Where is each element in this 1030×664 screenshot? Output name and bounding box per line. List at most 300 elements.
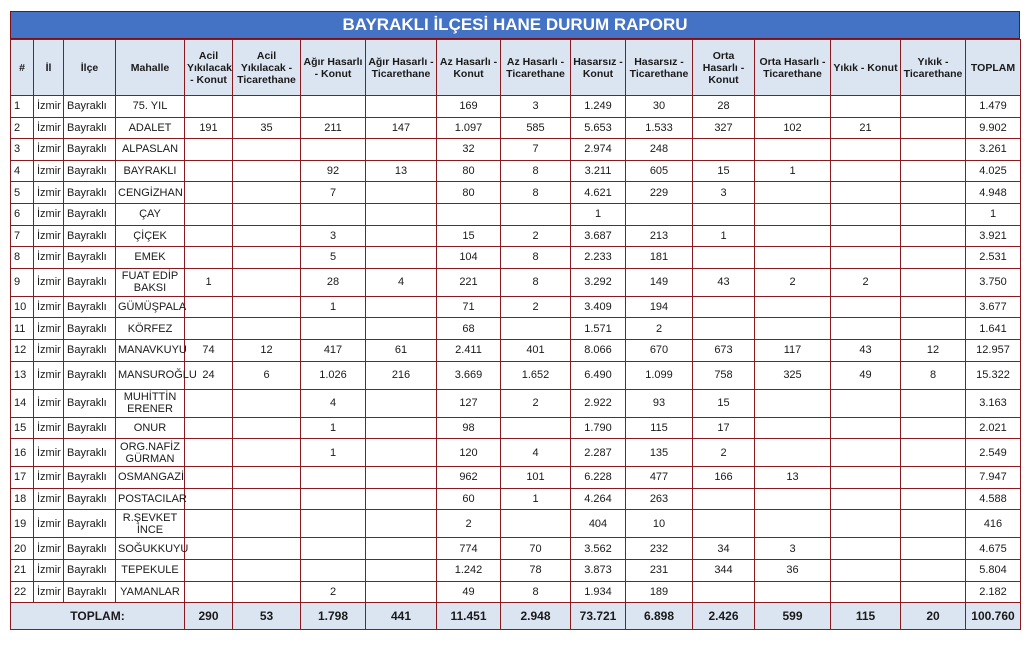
- table-cell: [831, 559, 901, 581]
- table-cell: [901, 559, 966, 581]
- table-cell: 43: [693, 268, 755, 296]
- table-cell: 211: [301, 117, 366, 139]
- table-cell: 78: [501, 559, 571, 581]
- table-cell: 8: [501, 268, 571, 296]
- table-cell: [233, 559, 301, 581]
- table-cell: [301, 559, 366, 581]
- column-header: #: [11, 40, 34, 96]
- table-cell: 18: [11, 488, 34, 510]
- table-cell: [301, 467, 366, 489]
- table-cell: İzmir: [34, 510, 64, 538]
- table-cell: 4.948: [966, 182, 1021, 204]
- table-cell: 4: [11, 160, 34, 182]
- table-cell: 5.653: [571, 117, 626, 139]
- table-cell: 102: [755, 117, 831, 139]
- table-cell: [366, 96, 437, 118]
- table-cell: 8: [501, 247, 571, 269]
- table-cell: [901, 417, 966, 439]
- table-cell: 2.531: [966, 247, 1021, 269]
- table-cell: [233, 296, 301, 318]
- table-cell: [233, 417, 301, 439]
- table-row: [11, 96, 1021, 118]
- table-row: [11, 296, 1021, 318]
- table-cell: [901, 467, 966, 489]
- table-cell: İzmir: [34, 268, 64, 296]
- table-cell: 3: [755, 538, 831, 560]
- table-cell: [437, 203, 501, 225]
- table-cell: [693, 318, 755, 340]
- table-row: [11, 538, 1021, 560]
- table-cell: İzmir: [34, 318, 64, 340]
- table-cell: 2: [831, 268, 901, 296]
- table-cell: 3: [693, 182, 755, 204]
- table-cell: [301, 488, 366, 510]
- table-cell: 21: [11, 559, 34, 581]
- table-cell: [366, 203, 437, 225]
- table-cell: 1: [185, 268, 233, 296]
- table-cell: [901, 439, 966, 467]
- column-header: İl: [34, 40, 64, 96]
- totals-cell: 2.948: [501, 603, 571, 630]
- table-cell: 15: [693, 160, 755, 182]
- table-cell: 11: [11, 318, 34, 340]
- table-cell: [366, 538, 437, 560]
- table-cell: 3.669: [437, 361, 501, 389]
- table-cell: Bayraklı: [64, 96, 116, 118]
- totals-cell: 290: [185, 603, 233, 630]
- totals-cell: 599: [755, 603, 831, 630]
- table-cell: [185, 247, 233, 269]
- table-row: [11, 361, 1021, 389]
- table-cell: 19: [11, 510, 34, 538]
- table-cell: [831, 467, 901, 489]
- table-cell: 8: [501, 182, 571, 204]
- totals-cell: 53: [233, 603, 301, 630]
- table-cell: 181: [626, 247, 693, 269]
- table-cell: 127: [437, 389, 501, 417]
- table-cell: [755, 389, 831, 417]
- table-cell: 36: [755, 559, 831, 581]
- table-cell: 115: [626, 417, 693, 439]
- table-cell: İzmir: [34, 538, 64, 560]
- table-cell: [233, 318, 301, 340]
- table-cell: [233, 467, 301, 489]
- table-cell: [693, 203, 755, 225]
- table-cell: 15.322: [966, 361, 1021, 389]
- table-cell: [185, 182, 233, 204]
- table-cell: Bayraklı: [64, 225, 116, 247]
- table-cell: 15: [437, 225, 501, 247]
- table-cell: 16: [11, 439, 34, 467]
- table-cell: MUHİTTİN ERENER: [116, 389, 185, 417]
- table-cell: İzmir: [34, 296, 64, 318]
- table-cell: 15: [11, 417, 34, 439]
- table-cell: Bayraklı: [64, 160, 116, 182]
- table-cell: [233, 225, 301, 247]
- table-cell: FUAT EDİP BAKSI: [116, 268, 185, 296]
- table-cell: 5.804: [966, 559, 1021, 581]
- table-cell: 61: [366, 339, 437, 361]
- column-header: Hasarsız - Ticarethane: [626, 40, 693, 96]
- table-cell: Bayraklı: [64, 538, 116, 560]
- table-cell: [366, 559, 437, 581]
- table-cell: 1.571: [571, 318, 626, 340]
- table-cell: Bayraklı: [64, 439, 116, 467]
- table-cell: 17: [693, 417, 755, 439]
- table-cell: 401: [501, 339, 571, 361]
- table-cell: [755, 488, 831, 510]
- column-header: Acil Yıkılacak - Ticarethane: [233, 40, 301, 96]
- table-row: [11, 139, 1021, 161]
- table-cell: 5: [301, 247, 366, 269]
- table-cell: 3.292: [571, 268, 626, 296]
- table-row: [11, 117, 1021, 139]
- table-cell: 3.163: [966, 389, 1021, 417]
- table-cell: [366, 581, 437, 603]
- table-cell: 3: [501, 96, 571, 118]
- table-cell: Bayraklı: [64, 417, 116, 439]
- table-cell: [185, 510, 233, 538]
- table-cell: 1: [755, 160, 831, 182]
- table-cell: İzmir: [34, 559, 64, 581]
- table-cell: 70: [501, 538, 571, 560]
- table-cell: [831, 389, 901, 417]
- table-cell: 4.588: [966, 488, 1021, 510]
- table-cell: 71: [437, 296, 501, 318]
- table-cell: 2: [11, 117, 34, 139]
- table-cell: [831, 96, 901, 118]
- table-body: [11, 96, 1021, 603]
- table-cell: 962: [437, 467, 501, 489]
- table-cell: 194: [626, 296, 693, 318]
- table-cell: 12: [901, 339, 966, 361]
- table-cell: 2: [301, 581, 366, 603]
- table-cell: EMEK: [116, 247, 185, 269]
- table-cell: [301, 538, 366, 560]
- table-cell: İzmir: [34, 247, 64, 269]
- table-cell: 4: [501, 439, 571, 467]
- table-cell: 80: [437, 160, 501, 182]
- table-cell: [901, 247, 966, 269]
- table-cell: Bayraklı: [64, 361, 116, 389]
- totals-cell: 11.451: [437, 603, 501, 630]
- table-cell: [755, 417, 831, 439]
- table-cell: 10: [11, 296, 34, 318]
- table-cell: Bayraklı: [64, 296, 116, 318]
- table-cell: [755, 225, 831, 247]
- table-row: [11, 247, 1021, 269]
- table-cell: [901, 203, 966, 225]
- table-cell: 1: [571, 203, 626, 225]
- table-cell: 2: [755, 268, 831, 296]
- table-cell: R.ŞEVKET İNCE: [116, 510, 185, 538]
- table-cell: 3.921: [966, 225, 1021, 247]
- table-cell: 8: [901, 361, 966, 389]
- table-cell: [301, 510, 366, 538]
- column-header: Orta Hasarlı - Ticarethane: [755, 40, 831, 96]
- table-cell: [233, 581, 301, 603]
- table-cell: 3.750: [966, 268, 1021, 296]
- table-cell: 327: [693, 117, 755, 139]
- report-table: [10, 39, 1021, 630]
- table-cell: 189: [626, 581, 693, 603]
- table-cell: [366, 318, 437, 340]
- table-cell: İzmir: [34, 339, 64, 361]
- table-cell: 6: [233, 361, 301, 389]
- table-cell: 673: [693, 339, 755, 361]
- table-cell: [755, 139, 831, 161]
- table-cell: [831, 225, 901, 247]
- table-cell: 263: [626, 488, 693, 510]
- table-cell: [501, 203, 571, 225]
- table-cell: Bayraklı: [64, 268, 116, 296]
- table-cell: 221: [437, 268, 501, 296]
- table-cell: [831, 581, 901, 603]
- table-cell: 404: [571, 510, 626, 538]
- table-row: [11, 488, 1021, 510]
- column-header: Az Hasarlı - Konut: [437, 40, 501, 96]
- table-cell: 1: [301, 296, 366, 318]
- table-cell: [366, 296, 437, 318]
- table-row: [11, 559, 1021, 581]
- table-cell: KÖRFEZ: [116, 318, 185, 340]
- table-cell: 92: [301, 160, 366, 182]
- table-cell: [755, 510, 831, 538]
- table-cell: [366, 182, 437, 204]
- table-row: [11, 225, 1021, 247]
- table-cell: 1.249: [571, 96, 626, 118]
- table-cell: [233, 247, 301, 269]
- table-cell: [901, 318, 966, 340]
- table-cell: 32: [437, 139, 501, 161]
- table-cell: ORG.NAFİZ GÜRMAN: [116, 439, 185, 467]
- table-cell: Bayraklı: [64, 488, 116, 510]
- table-cell: [626, 203, 693, 225]
- table-cell: [831, 488, 901, 510]
- table-cell: 2.287: [571, 439, 626, 467]
- table-cell: 28: [693, 96, 755, 118]
- table-cell: [831, 160, 901, 182]
- table-cell: [233, 389, 301, 417]
- table-cell: [233, 439, 301, 467]
- table-cell: 98: [437, 417, 501, 439]
- table-cell: Bayraklı: [64, 389, 116, 417]
- table-cell: OSMANGAZİ: [116, 467, 185, 489]
- table-cell: 120: [437, 439, 501, 467]
- table-cell: 30: [626, 96, 693, 118]
- table-cell: [831, 439, 901, 467]
- report-title: BAYRAKLI İLÇESİ HANE DURUM RAPORU: [10, 11, 1020, 39]
- table-cell: 49: [437, 581, 501, 603]
- column-header: Hasarsız - Konut: [571, 40, 626, 96]
- table-cell: TEPEKULE: [116, 559, 185, 581]
- table-cell: [831, 203, 901, 225]
- totals-cell: 2.426: [693, 603, 755, 630]
- table-cell: [693, 247, 755, 269]
- table-cell: 2.021: [966, 417, 1021, 439]
- table-cell: 774: [437, 538, 501, 560]
- table-cell: [301, 203, 366, 225]
- table-cell: 216: [366, 361, 437, 389]
- table-cell: 2: [501, 225, 571, 247]
- table-cell: 9.902: [966, 117, 1021, 139]
- table-cell: 1: [301, 439, 366, 467]
- table-cell: Bayraklı: [64, 203, 116, 225]
- table-cell: 13: [755, 467, 831, 489]
- table-cell: 43: [831, 339, 901, 361]
- totals-cell: 73.721: [571, 603, 626, 630]
- table-cell: İzmir: [34, 96, 64, 118]
- table-cell: İzmir: [34, 439, 64, 467]
- table-cell: [233, 203, 301, 225]
- table-cell: 344: [693, 559, 755, 581]
- table-cell: İzmir: [34, 182, 64, 204]
- table-cell: 477: [626, 467, 693, 489]
- table-cell: 325: [755, 361, 831, 389]
- table-cell: MANAVKUYU: [116, 339, 185, 361]
- table-cell: Bayraklı: [64, 139, 116, 161]
- table-cell: 2.182: [966, 581, 1021, 603]
- table-cell: İzmir: [34, 225, 64, 247]
- table-cell: [185, 417, 233, 439]
- table-cell: Bayraklı: [64, 339, 116, 361]
- table-cell: [755, 318, 831, 340]
- table-cell: [901, 510, 966, 538]
- table-cell: İzmir: [34, 361, 64, 389]
- table-cell: [301, 96, 366, 118]
- table-cell: 1: [693, 225, 755, 247]
- table-cell: [755, 296, 831, 318]
- table-cell: [901, 538, 966, 560]
- table-cell: Bayraklı: [64, 117, 116, 139]
- column-header: Yıkık - Konut: [831, 40, 901, 96]
- table-cell: [185, 160, 233, 182]
- table-cell: [233, 182, 301, 204]
- table-cell: 101: [501, 467, 571, 489]
- table-cell: 4: [301, 389, 366, 417]
- table-cell: [366, 439, 437, 467]
- table-cell: 4.621: [571, 182, 626, 204]
- table-cell: 13: [366, 160, 437, 182]
- table-cell: 93: [626, 389, 693, 417]
- table-cell: 6: [11, 203, 34, 225]
- table-cell: Bayraklı: [64, 581, 116, 603]
- table-cell: SOĞUKKUYU: [116, 538, 185, 560]
- table-cell: [901, 117, 966, 139]
- table-cell: [233, 160, 301, 182]
- table-cell: 1: [301, 417, 366, 439]
- table-cell: 232: [626, 538, 693, 560]
- table-cell: İzmir: [34, 139, 64, 161]
- table-cell: 1.934: [571, 581, 626, 603]
- table-cell: 1: [966, 203, 1021, 225]
- table-cell: İzmir: [34, 467, 64, 489]
- table-cell: [366, 467, 437, 489]
- table-row: [11, 417, 1021, 439]
- table-cell: 3.687: [571, 225, 626, 247]
- table-cell: 3.261: [966, 139, 1021, 161]
- table-cell: [755, 439, 831, 467]
- table-cell: İzmir: [34, 160, 64, 182]
- table-cell: 7.947: [966, 467, 1021, 489]
- table-cell: [831, 510, 901, 538]
- totals-label: TOPLAM:: [11, 603, 185, 630]
- table-cell: ÇİÇEK: [116, 225, 185, 247]
- table-cell: [185, 538, 233, 560]
- table-cell: [501, 417, 571, 439]
- table-cell: 248: [626, 139, 693, 161]
- table-cell: Bayraklı: [64, 318, 116, 340]
- table-cell: 6.228: [571, 467, 626, 489]
- table-cell: [901, 581, 966, 603]
- table-cell: 68: [437, 318, 501, 340]
- table-cell: 6.490: [571, 361, 626, 389]
- table-cell: ONUR: [116, 417, 185, 439]
- table-row: [11, 467, 1021, 489]
- table-cell: [901, 139, 966, 161]
- table-cell: [831, 247, 901, 269]
- table-cell: 4.264: [571, 488, 626, 510]
- table-cell: [755, 203, 831, 225]
- table-cell: 17: [11, 467, 34, 489]
- table-cell: 2: [693, 439, 755, 467]
- table-cell: [501, 510, 571, 538]
- table-cell: [901, 389, 966, 417]
- table-cell: 14: [11, 389, 34, 417]
- column-header: Ağır Hasarlı - Konut: [301, 40, 366, 96]
- totals-cell: 441: [366, 603, 437, 630]
- table-cell: 670: [626, 339, 693, 361]
- table-cell: [366, 510, 437, 538]
- table-cell: 213: [626, 225, 693, 247]
- totals-cell: 1.798: [301, 603, 366, 630]
- table-cell: [233, 538, 301, 560]
- table-cell: 2: [626, 318, 693, 340]
- table-cell: 13: [11, 361, 34, 389]
- table-cell: ÇAY: [116, 203, 185, 225]
- table-cell: 758: [693, 361, 755, 389]
- table-cell: [755, 247, 831, 269]
- table-cell: [755, 96, 831, 118]
- table-cell: [233, 268, 301, 296]
- table-cell: 34: [693, 538, 755, 560]
- table-cell: 2.411: [437, 339, 501, 361]
- table-cell: [901, 488, 966, 510]
- table-cell: [301, 318, 366, 340]
- table-cell: 135: [626, 439, 693, 467]
- table-cell: BAYRAKLI: [116, 160, 185, 182]
- table-cell: 74: [185, 339, 233, 361]
- table-cell: 2: [501, 296, 571, 318]
- table-cell: 1.652: [501, 361, 571, 389]
- table-row: [11, 439, 1021, 467]
- table-cell: 1.790: [571, 417, 626, 439]
- table-cell: İzmir: [34, 488, 64, 510]
- table-cell: 147: [366, 117, 437, 139]
- table-header-row: [11, 40, 1021, 96]
- table-cell: [831, 318, 901, 340]
- table-cell: 1: [501, 488, 571, 510]
- table-cell: [901, 160, 966, 182]
- table-cell: 104: [437, 247, 501, 269]
- table-cell: 3.409: [571, 296, 626, 318]
- table-cell: [366, 139, 437, 161]
- table-cell: [301, 139, 366, 161]
- table-cell: [831, 182, 901, 204]
- table-cell: 149: [626, 268, 693, 296]
- table-row: [11, 203, 1021, 225]
- table-row: [11, 581, 1021, 603]
